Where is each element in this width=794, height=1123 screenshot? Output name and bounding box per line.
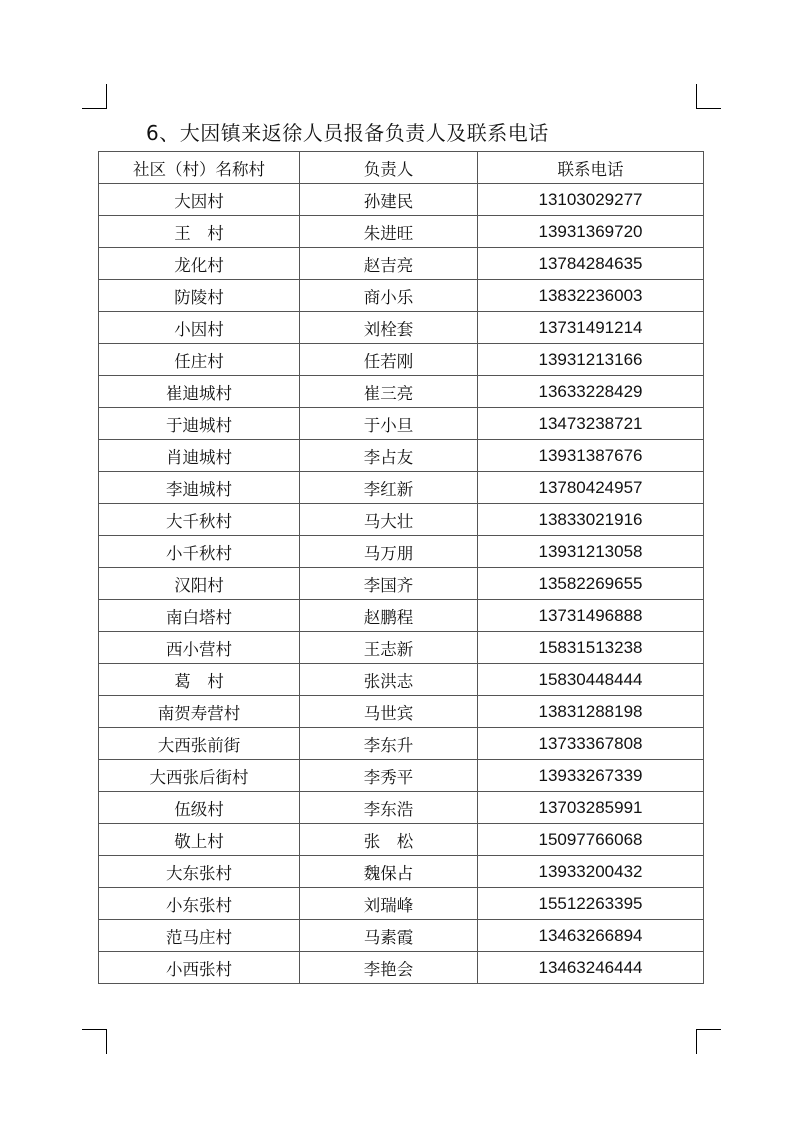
person-cell: 孙建民 [300,184,478,216]
village-cell: 葛 村 [99,664,300,696]
village-cell: 小东张村 [99,888,300,920]
table-row [99,312,704,344]
phone-cell: 15512263395 [478,888,704,920]
phone-cell: 13931213166 [478,344,704,376]
table-row [99,824,704,856]
crop-mark-bottom-left [82,1029,107,1054]
person-cell: 李艳会 [300,952,478,984]
page-title: 6、大因镇来返徐人员报备负责人及联系电话 [146,121,549,145]
table-row [99,376,704,408]
village-cell: 任庄村 [99,344,300,376]
phone-cell: 13103029277 [478,184,704,216]
table-header-row [99,152,704,184]
village-cell: 大东张村 [99,856,300,888]
person-cell: 李红新 [300,472,478,504]
person-cell: 李东浩 [300,792,478,824]
village-cell: 大因村 [99,184,300,216]
phone-cell: 13784284635 [478,248,704,280]
village-cell: 大千秋村 [99,504,300,536]
column-header-person: 负责人 [300,152,478,184]
person-cell: 张 松 [300,824,478,856]
table-row [99,856,704,888]
person-cell: 商小乐 [300,280,478,312]
village-cell: 大西张后街村 [99,760,300,792]
phone-cell: 13731496888 [478,600,704,632]
phone-cell: 13780424957 [478,472,704,504]
table-row [99,664,704,696]
table-row [99,472,704,504]
phone-cell: 13733367808 [478,728,704,760]
village-cell: 小西张村 [99,952,300,984]
village-cell: 肖迪城村 [99,440,300,472]
contact-table [98,151,704,984]
table-row [99,632,704,664]
person-cell: 朱进旺 [300,216,478,248]
table-row [99,536,704,568]
table-row [99,408,704,440]
table-row [99,728,704,760]
table-row [99,760,704,792]
phone-cell: 15830448444 [478,664,704,696]
table-row [99,184,704,216]
phone-cell: 13831288198 [478,696,704,728]
village-cell: 崔迪城村 [99,376,300,408]
person-cell: 马素霞 [300,920,478,952]
person-cell: 李东升 [300,728,478,760]
person-cell: 李秀平 [300,760,478,792]
village-cell: 伍级村 [99,792,300,824]
phone-cell: 13463266894 [478,920,704,952]
table-row [99,216,704,248]
person-cell: 于小旦 [300,408,478,440]
person-cell: 崔三亮 [300,376,478,408]
phone-cell: 13832236003 [478,280,704,312]
person-cell: 赵吉亮 [300,248,478,280]
village-cell: 大西张前街 [99,728,300,760]
phone-cell: 13633228429 [478,376,704,408]
phone-cell: 15831513238 [478,632,704,664]
table-row [99,504,704,536]
person-cell: 刘瑞峰 [300,888,478,920]
phone-cell: 13473238721 [478,408,704,440]
table-row [99,440,704,472]
table-row [99,952,704,984]
village-cell: 防陵村 [99,280,300,312]
table-row [99,888,704,920]
crop-mark-bottom-right [696,1029,721,1054]
person-cell: 刘栓套 [300,312,478,344]
phone-cell: 13731491214 [478,312,704,344]
crop-mark-top-left [82,84,107,109]
village-cell: 李迪城村 [99,472,300,504]
column-header-village: 社区（村）名称村 [99,152,300,184]
table-body [99,184,704,984]
phone-cell: 13703285991 [478,792,704,824]
village-cell: 于迪城村 [99,408,300,440]
phone-cell: 13931369720 [478,216,704,248]
column-header-phone: 联系电话 [478,152,704,184]
table-row [99,280,704,312]
phone-cell: 13463246444 [478,952,704,984]
phone-cell: 15097766068 [478,824,704,856]
village-cell: 汉阳村 [99,568,300,600]
person-cell: 任若刚 [300,344,478,376]
phone-cell: 13931213058 [478,536,704,568]
village-cell: 范马庄村 [99,920,300,952]
person-cell: 李占友 [300,440,478,472]
phone-cell: 13933267339 [478,760,704,792]
table-row [99,600,704,632]
person-cell: 赵鹏程 [300,600,478,632]
table-row [99,792,704,824]
table-row [99,568,704,600]
person-cell: 张洪志 [300,664,478,696]
person-cell: 马万朋 [300,536,478,568]
village-cell: 王 村 [99,216,300,248]
person-cell: 王志新 [300,632,478,664]
phone-cell: 13582269655 [478,568,704,600]
table-row [99,248,704,280]
phone-cell: 13931387676 [478,440,704,472]
village-cell: 西小营村 [99,632,300,664]
phone-cell: 13833021916 [478,504,704,536]
village-cell: 小千秋村 [99,536,300,568]
person-cell: 马世宾 [300,696,478,728]
village-cell: 龙化村 [99,248,300,280]
person-cell: 李国齐 [300,568,478,600]
village-cell: 南白塔村 [99,600,300,632]
table-row [99,344,704,376]
person-cell: 马大壮 [300,504,478,536]
village-cell: 小因村 [99,312,300,344]
crop-mark-top-right [696,84,721,109]
village-cell: 敬上村 [99,824,300,856]
table-row [99,920,704,952]
table-row [99,696,704,728]
person-cell: 魏保占 [300,856,478,888]
village-cell: 南贺寿营村 [99,696,300,728]
phone-cell: 13933200432 [478,856,704,888]
